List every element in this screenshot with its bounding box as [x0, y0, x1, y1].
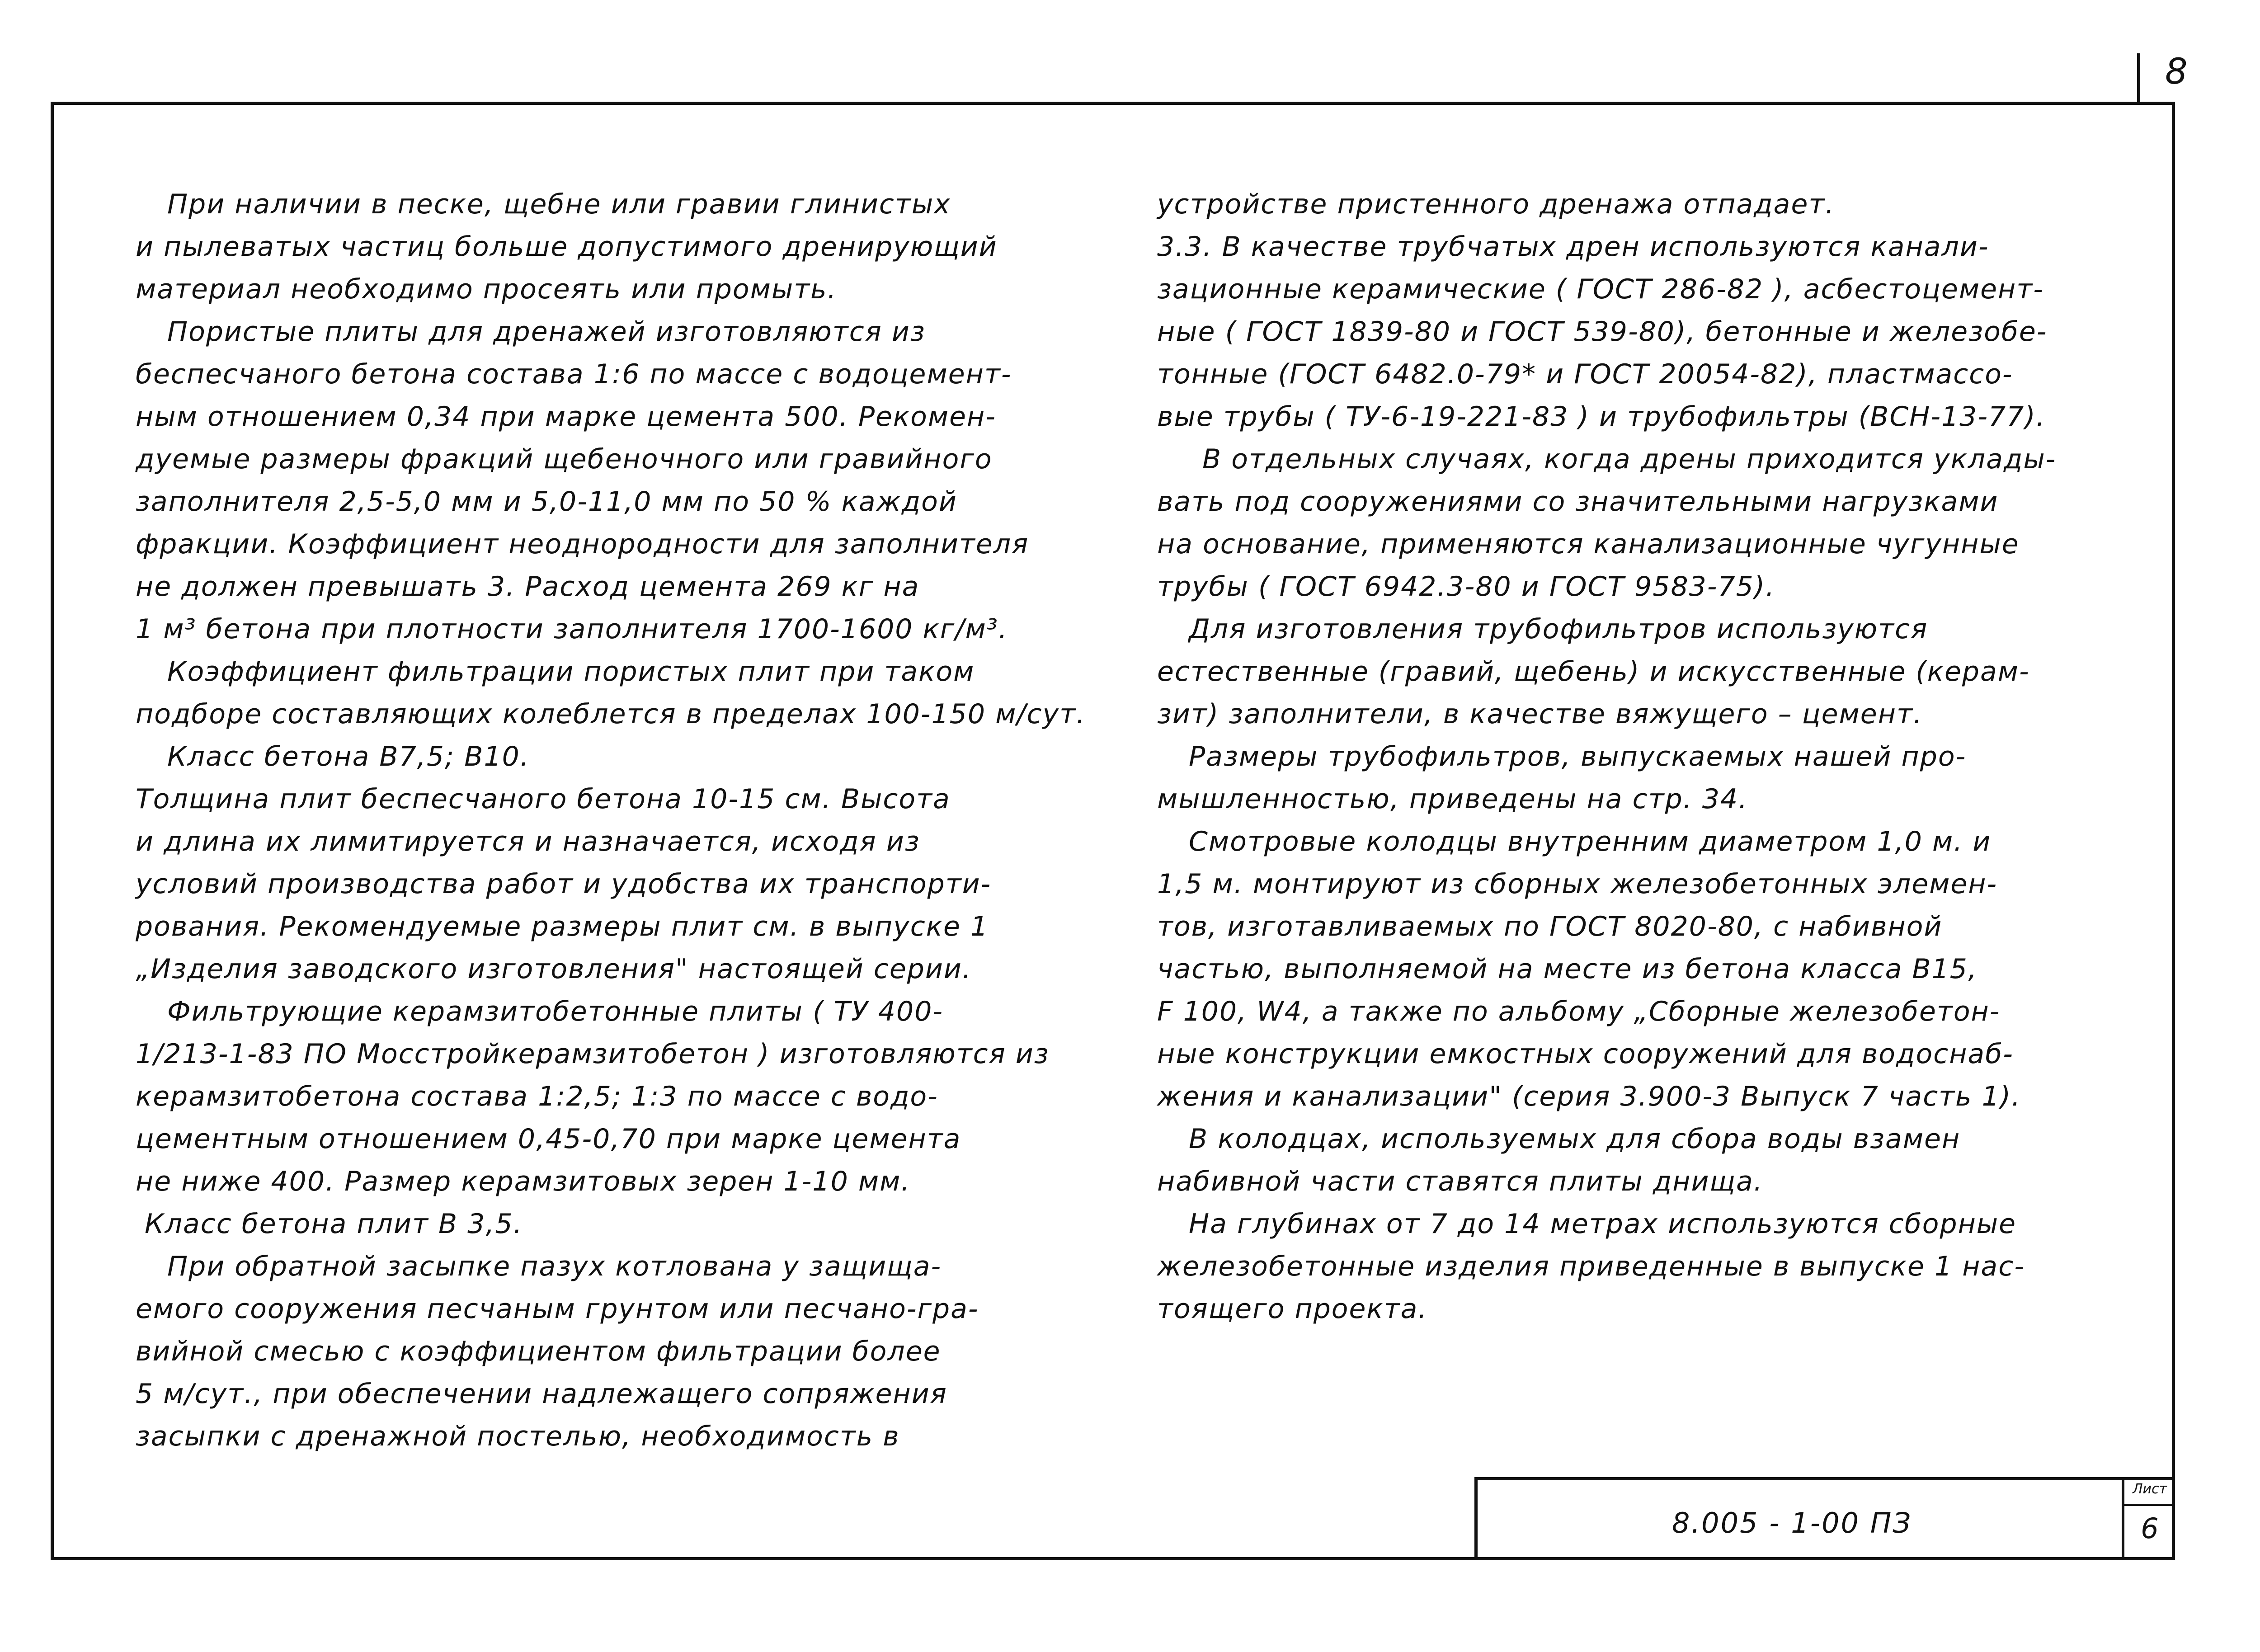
text-line: набивной части ставятся плиты днища.: [1157, 1166, 1763, 1197]
text-line: 1/213-1-83 ПО Мосстройкерамзитобетон ) изготовляются из: [136, 1038, 1050, 1070]
text-line: Размеры трубофильтров, выпускаемых нашей про-: [1189, 741, 1967, 772]
text-line: тов, изготавливаемых по ГОСТ 8020-80, с набивной: [1157, 911, 1943, 942]
text-line: ным отношением 0,34 при марке цемента 500. Рекомен-: [136, 401, 996, 433]
text-line: керамзитобетона состава 1:2,5; 1:3 по массе с водо-: [136, 1081, 938, 1112]
text-line: тоящего проекта.: [1157, 1293, 1428, 1325]
sheet-cell: [2122, 1480, 2175, 1560]
text-line: В отдельных случаях, когда дрены приходится уклады-: [1202, 443, 2057, 475]
document-code: 8.005 - 1-00 ПЗ: [1672, 1506, 1912, 1539]
text-line: трубы ( ГОСТ 6942.3-80 и ГОСТ 9583-75).: [1157, 571, 1775, 602]
text-line: и длина их лимитируется и назначается, исходя из: [136, 826, 920, 857]
text-line: частью, выполняемой на месте из бетона класса В15,: [1157, 953, 1978, 985]
text-line: на основание, применяются канализационные чугунные: [1157, 528, 2020, 560]
text-line: вийной смесью с коэффициентом фильтрации более: [136, 1336, 941, 1367]
text-line: На глубинах от 7 до 14 метрах используются сборные: [1189, 1208, 2017, 1240]
text-line: цементным отношением 0,45-0,70 при марке цемента: [136, 1123, 961, 1155]
text-line: железобетонные изделия приведенные в выпуске 1 нас-: [1157, 1251, 2025, 1282]
text-line: естественные (гравий, щебень) и искусственные (керам-: [1157, 656, 2030, 687]
text-line: 1 м³ бетона при плотности заполнителя 1700-1600 кг/м³.: [136, 613, 1008, 645]
text-line: Коэффициент фильтрации пористых плит при таком: [167, 656, 975, 687]
text-line: вые трубы ( ТУ-6-19-221-83 ) и трубофильтры (ВСН-13-77).: [1157, 401, 2046, 433]
text-line: засыпки с дренажной постелью, необходимость в: [136, 1421, 900, 1452]
text-line: материал необходимо просеять или промыть.: [136, 273, 837, 305]
text-line: беспесчаного бетона состава 1:6 по массе с водоцемент-: [136, 358, 1012, 390]
text-line: фракции. Коэффициент неоднородности для заполнителя: [136, 528, 1029, 560]
text-line: вать под сооружениями со значительными нагрузками: [1157, 486, 1999, 518]
text-line: зит) заполнители, в качестве вяжущего – цемент.: [1157, 698, 1923, 730]
text-line: ные ( ГОСТ 1839-80 и ГОСТ 539-80), бетонные и железобе-: [1157, 316, 2048, 348]
text-line: жения и канализации" (серия 3.900-3 Выпуск 7 часть 1).: [1157, 1081, 2021, 1112]
text-line: тонные (ГОСТ 6482.0-79* и ГОСТ 20054-82), пластмассо-: [1157, 358, 2013, 390]
text-line: Толщина плит беспесчаного бетона 10-15 см. Высота: [136, 783, 951, 815]
text-line: 1,5 м. монтируют из сборных железобетонных элемен-: [1157, 868, 1998, 900]
text-line: F 100, W4, а также по альбому „Сборные железобетон-: [1157, 996, 2001, 1027]
text-line: 3.3. В качестве трубчатых дрен используются канали-: [1157, 231, 1989, 263]
text-line: зационные керамические ( ГОСТ 286-82 ), асбестоцемент-: [1157, 273, 2044, 305]
text-line: Класс бетона плит В 3,5.: [145, 1208, 523, 1240]
text-line: мышленностью, приведены на стр. 34.: [1157, 783, 1748, 815]
corner-page-number: 8: [2165, 52, 2188, 92]
text-line: Смотровые колодцы внутренним диаметром 1,0 м. и: [1189, 826, 1992, 857]
text-line: ные конструкции емкостных сооружений для водоснаб-: [1157, 1038, 2014, 1070]
text-line: емого сооружения песчаным грунтом или песчано-гра-: [136, 1293, 979, 1325]
text-line: Класс бетона В7,5; В10.: [167, 741, 530, 772]
sheet-number: 6: [2141, 1512, 2159, 1545]
sheet-label: Лист: [2132, 1481, 2167, 1497]
title-block: [1474, 1477, 2175, 1560]
text-line: заполнителя 2,5-5,0 мм и 5,0-11,0 мм по 50 % каждой: [136, 486, 957, 518]
text-line: Фильтрующие керамзитобетонные плиты ( ТУ 400-: [167, 996, 944, 1027]
text-line: не ниже 400. Размер керамзитовых зерен 1-10 мм.: [136, 1166, 911, 1197]
text-line: не должен превышать 3. Расход цемента 269 кг на: [136, 571, 920, 602]
text-line: дуемые размеры фракций щебеночного или гравийного: [136, 443, 993, 475]
text-line: 5 м/сут., при обеспечении надлежащего сопряжения: [136, 1378, 947, 1410]
sheet-cell-divider: [2124, 1504, 2175, 1506]
text-line: условий производства работ и удобства их транспорти-: [136, 868, 992, 900]
text-line: подборе составляющих колеблется в пределах 100-150 м/сут.: [136, 698, 1086, 730]
text-line: устройстве пристенного дренажа отпадает.: [1157, 188, 1835, 220]
text-line: При обратной засыпке пазух котлована у защища-: [167, 1251, 942, 1282]
right-text-column: [1157, 183, 2133, 1330]
left-text-column: [136, 183, 1094, 1458]
text-line: В колодцах, используемых для сбора воды взамен: [1189, 1123, 1961, 1155]
text-line: и пылеватых частиц больше допустимого дренирующий: [136, 231, 998, 263]
text-line: Пористые плиты для дренажей изготовляются из: [167, 316, 926, 348]
text-line: При наличии в песке, щебне или гравии глинистых: [167, 188, 951, 220]
corner-divider-line: [2137, 53, 2140, 102]
text-line: Для изготовления трубофильтров используются: [1189, 613, 1928, 645]
text-line: „Изделия заводского изготовления" настоящей серии.: [136, 953, 972, 985]
text-line: рования. Рекомендуемые размеры плит см. в выпуске 1: [136, 911, 989, 942]
